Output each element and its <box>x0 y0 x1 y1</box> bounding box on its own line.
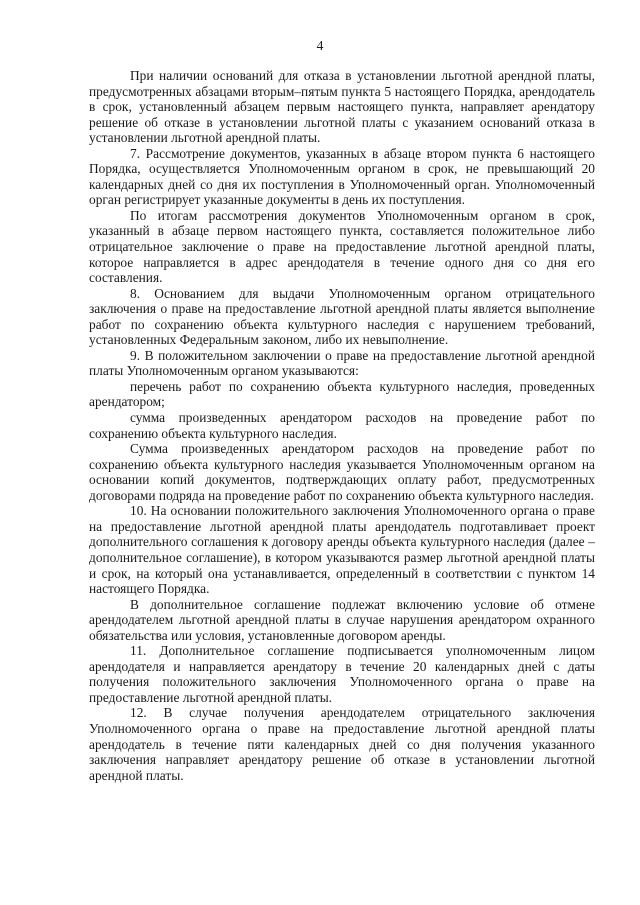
paragraph: В дополнительное соглашение подлежат включению условие об отмене арендодателем льготной арендной платы в случае нарушения арендатором охранного обязательства или условия, установленные договором аренды. <box>89 596 595 643</box>
paragraph: 12. В случае получения арендодателем отрицательного заключения Уполномоченного органа о праве на предоставление льготной арендной платы арендодатель в течение пяти календарных дней со дня получения указанного заключения направляет арендатору решение об отказе в установлении льготной арендной платы. <box>89 705 595 783</box>
paragraph: 7. Рассмотрение документов, указанных в абзаце втором пункта 6 настоящего Порядка, осуществляется Уполномоченным органом в срок, не превышающий 20 календарных дней со дня их поступления в Уполномоченный орган. Уполномоченный орган регистрирует указанные документы в день их поступления. <box>89 145 595 208</box>
paragraph: При наличии оснований для отказа в установлении льготной арендной платы, предусмотренных абзацами вторым–пятым пункта 5 настоящего Порядка, арендодатель в срок, установленный абзацем первым настоящего пункта, направляет арендатору решение об отказе в установлении льготной платы с указанием оснований отказа в установлении льготной арендной платы. <box>89 68 595 146</box>
paragraph: 11. Дополнительное соглашение подписывается уполномоченным лицом арендодателя и направляется арендатору в течение 20 календарных дней с даты получения положительного заключения Уполномоченного органа о праве на предоставление льготной арендной платы. <box>89 643 595 705</box>
paragraph: перечень работ по сохранению объекта культурного наследия, проведенных арендатором; <box>89 378 595 410</box>
paragraph: 10. На основании положительного заключения Уполномоченного органа о праве на предоставление льготной арендной платы арендодатель подготавливает проект дополнительного соглашения к договору аренды объекта культурного наследия (далее – дополнительное соглашение), в котором указываются размер льготной арендной платы и срок, на который она устанавливается, определенный в соответствии с пунктом 14 настоящего Порядка. <box>89 503 595 597</box>
paragraph: По итогам рассмотрения документов Уполномоченным органом в срок, указанный в абзаце первом настоящего пункта, составляется положительное либо отрицательное заключение о праве на предоставление льготной арендной платы, которое направляется в адрес арендодателя в течение одного дня со дня его составления. <box>89 207 595 286</box>
document-body <box>89 68 595 783</box>
paragraph: 9. В положительном заключении о праве на предоставление льготной арендной платы Уполномоченным органом указываются: <box>89 347 595 379</box>
page-number: 4 <box>316 38 324 53</box>
paragraph: 8. Основанием для выдачи Уполномоченным органом отрицательного заключения о праве на предоставление льготной арендной платы является выполнение работ по сохранению объекта культурного наследия с нарушением требований, установленных Федеральным законом, либо их невыполнение. <box>89 285 595 348</box>
paragraph: сумма произведенных арендатором расходов на проведение работ по сохранению объекта культурного наследия. <box>89 410 595 441</box>
paragraph: Сумма произведенных арендатором расходов на проведение работ по сохранению объекта культурного наследия указывается Уполномоченным органом на основании копий документов, подтверждающих оплату работ, предусмотренных договорами подряда на проведение работ по сохранению объекта культурного наследия. <box>89 441 595 503</box>
